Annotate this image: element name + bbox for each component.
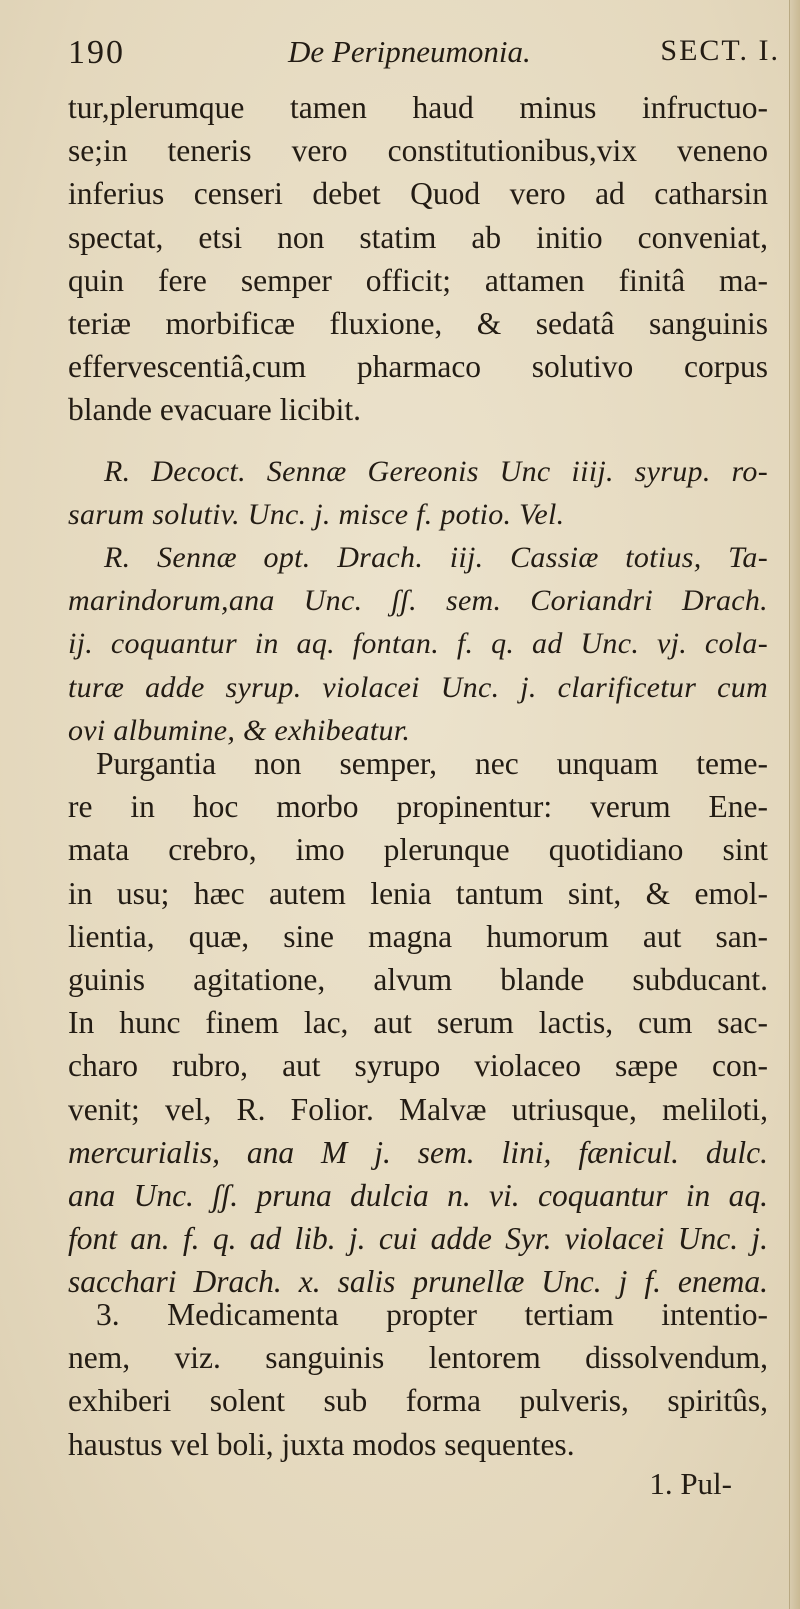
text-line: R. Sennæ opt. Drach. iij. Cassiæ totius, Ta- [104, 541, 768, 574]
text-line: quin fere semper officit; attamen finitâ ma- [68, 262, 768, 298]
page-edge [789, 0, 800, 1609]
text-line: lientia, quæ, sine magna humorum aut san- [68, 918, 768, 954]
text-line: se;in teneris vero constitutionibus,vix veneno [68, 133, 768, 169]
paragraph-catharsis [68, 86, 768, 432]
text-line: nem, viz. sanguinis lentorem dissolvendum, [68, 1340, 768, 1376]
running-title: De Peripneumonia. [288, 34, 531, 69]
running-head [68, 26, 780, 86]
text-line: sacchari Drach. x. salis prunellæ Unc. j f. enema. [68, 1264, 768, 1300]
text-line: R. Decoct. Sennæ Gereonis Unc iiij. syrup. ro- [104, 455, 768, 488]
text-line: marindorum,ana Unc. ʃʃ. sem. Coriandri Drach. [68, 584, 768, 618]
catchword: 1. Pul- [649, 1466, 732, 1501]
text-line: re in hoc morbo propinentur: verum Ene- [68, 789, 768, 825]
paragraph-medicamenta [68, 1293, 768, 1466]
section-label: SECT. I. [660, 34, 780, 67]
text-line: Purgantia non semper, nec unquam teme- [96, 746, 768, 781]
text-line: blande evacuare licibit. [68, 392, 361, 428]
text-line: ana Unc. ʃʃ. pruna dulcia n. vi. coquantur in aq. [68, 1177, 768, 1213]
text-line: In hunc finem lac, aut serum lactis, cum sac- [68, 1005, 768, 1041]
text-line: sarum solutiv. Unc. j. misce f. potio. Vel. [68, 498, 565, 532]
text-line: haustus vel boli, juxta modos sequentes. [68, 1426, 575, 1462]
text-line: turæ adde syrup. violacei Unc. j. clarificetur cum [68, 670, 768, 704]
text-line: font an. f. q. ad lib. j. cui adde Syr. violacei Unc. j. [68, 1221, 768, 1257]
text-line: exhiberi solent sub forma pulveris, spiritûs, [68, 1383, 768, 1419]
text-line: inferius censeri debet Quod vero ad catharsin [68, 176, 768, 212]
text-line: mata crebro, imo plerunque quotidiano sint [68, 832, 768, 868]
paragraph-purgantia [68, 742, 768, 1303]
text-line: venit; vel, R. Folior. Malvæ utriusque, meliloti, [68, 1091, 768, 1127]
text-line: ij. coquantur in aq. fontan. f. q. ad Unc. vj. cola- [68, 627, 768, 661]
text-line: 3. Medicamenta propter tertiam intentio- [96, 1297, 768, 1332]
text-line: teriæ morbificæ fluxione, & sedatâ sanguinis [68, 305, 768, 341]
text-line: guinis agitatione, alvum blande subducant. [68, 961, 768, 997]
recipe-senna-cassia [68, 536, 768, 752]
recipe-senna-gereonis [68, 450, 768, 536]
page-number: 190 [68, 34, 125, 71]
text-line: ovi albumine, & exhibeatur. [68, 713, 411, 747]
text-line: tur,plerumque tamen haud minus infructuo- [68, 90, 768, 125]
text-line: spectat, etsi non statim ab initio conveniat, [68, 219, 768, 255]
text-line: charo rubro, aut syrupo violaceo sæpe con- [68, 1048, 768, 1084]
text-line: mercurialis, ana M j. sem. lini, fænicul. dulc. [68, 1134, 768, 1170]
text-line: effervescentiâ,cum pharmaco solutivo corpus [68, 349, 768, 385]
text-line: in usu; hæc autem lenia tantum sint, & emol- [68, 875, 768, 911]
